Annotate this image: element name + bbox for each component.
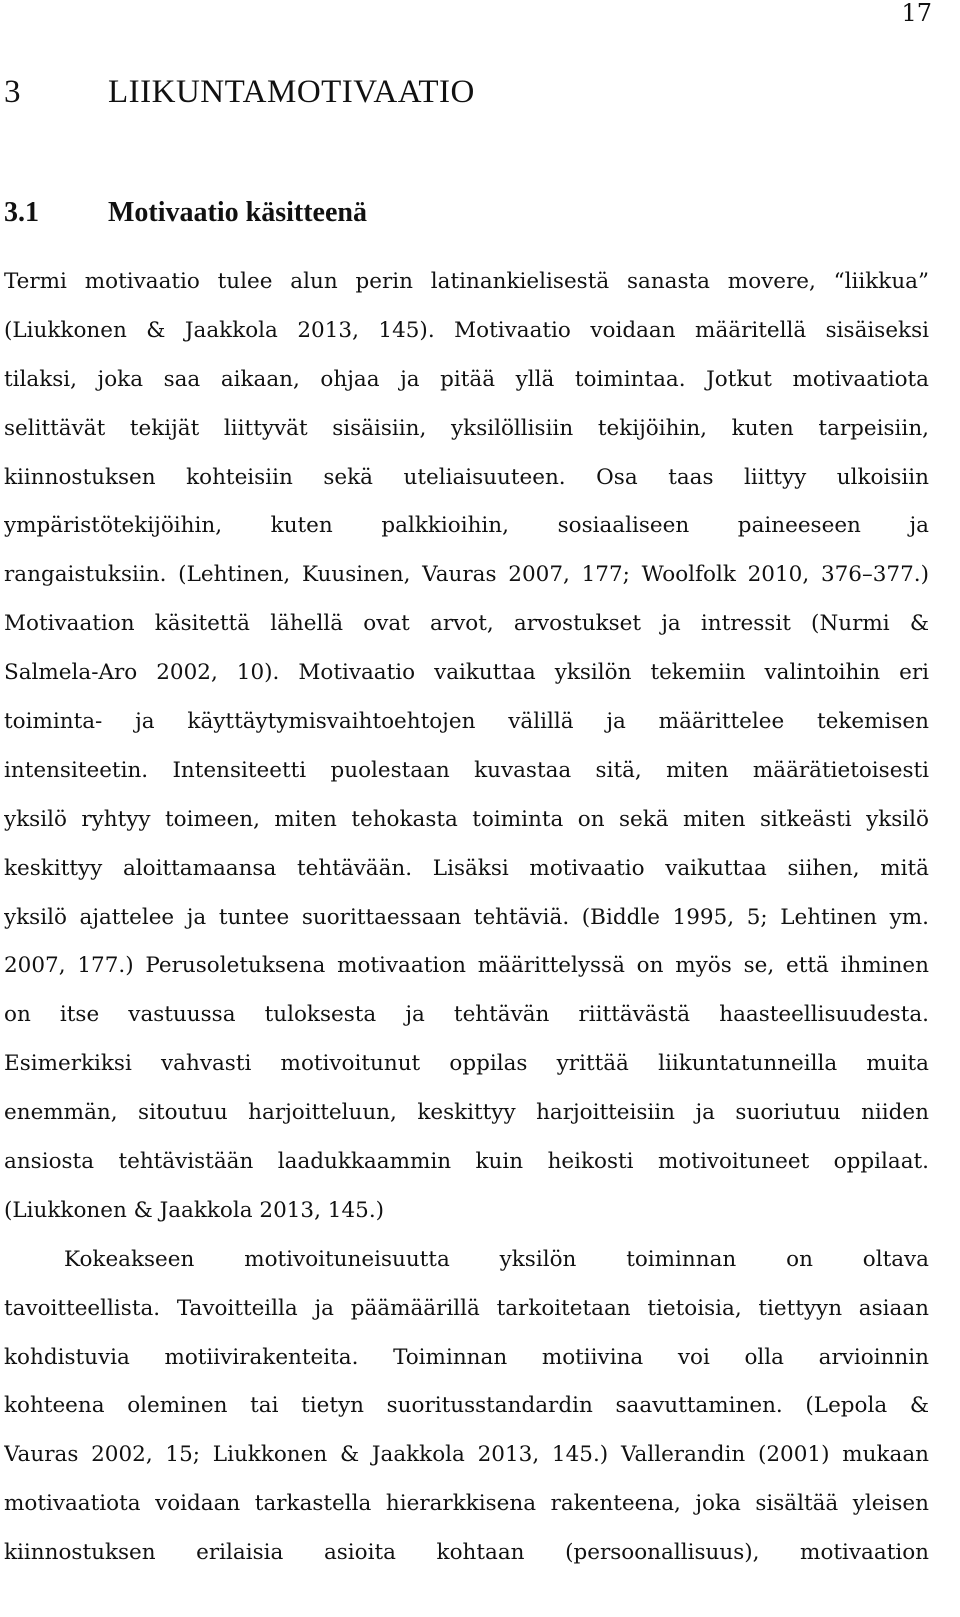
text-line: tilaksi, joka saa aikaan, ohjaa ja pitää yllä toimintaa. Jotkut motivaatiota	[4, 366, 929, 392]
text-line: yksilö ryhtyy toimeen, miten tehokasta toiminta on sekä miten sitkeästi yksilö	[4, 806, 929, 832]
section-title: Motivaatio käsitteenä	[108, 197, 367, 228]
text-line: (Liukkonen & Jaakkola 2013, 145). Motivaatio voidaan määritellä sisäiseksi	[4, 317, 929, 343]
section-number: 3.1	[4, 197, 39, 228]
text-line: Esimerkiksi vahvasti motivoitunut oppilas yrittää liikuntatunneilla muita	[4, 1051, 929, 1077]
text-line: Motivaation käsitettä lähellä ovat arvot, arvostukset ja intressit (Nurmi &	[4, 611, 929, 637]
chapter-title: LIIKUNTAMOTIVAATIO	[108, 74, 475, 110]
text-line: selittävät tekijät liittyvät sisäisiin, yksilöllisiin tekijöihin, kuten tarpeisiin,	[4, 415, 929, 441]
text-line: kohteena oleminen tai tietyn suoritusstandardin saavuttaminen. (Lepola &	[4, 1393, 929, 1419]
text-line: enemmän, sitoutuu harjoitteluun, keskittyy harjoitteisiin ja suoriutuu niiden	[4, 1100, 929, 1126]
chapter-number: 3	[4, 74, 21, 110]
text-line: intensiteetin. Intensiteetti puolestaan kuvastaa sitä, miten määrätietoisesti	[4, 757, 929, 783]
text-line: Salmela-Aro 2002, 10). Motivaatio vaikuttaa yksilön tekemiin valintoihin eri	[4, 660, 929, 686]
text-line: rangaistuksiin. (Lehtinen, Kuusinen, Vauras 2007, 177; Woolfolk 2010, 376–377.)	[4, 562, 929, 588]
text-line: 2007, 177.) Perusoletuksena motivaation määrittelyssä on myös se, että ihminen	[4, 953, 929, 979]
text-line: ympäristötekijöihin, kuten palkkioihin, sosiaaliseen paineeseen ja	[4, 513, 929, 539]
section-heading	[4, 195, 367, 231]
text-line: on itse vastuussa tuloksesta ja tehtävän riittävästä haasteellisuudesta.	[4, 1002, 929, 1028]
paragraph-2	[4, 1236, 929, 1578]
text-line: (Liukkonen & Jaakkola 2013, 145.)	[4, 1197, 385, 1223]
text-line: kiinnostuksen erilaisia asioita kohtaan (persoonallisuus), motivaation	[4, 1540, 929, 1566]
text-line: yksilö ajattelee ja tuntee suorittaessaan tehtäviä. (Biddle 1995, 5; Lehtinen ym.	[4, 904, 929, 930]
text-line: tavoitteellista. Tavoitteilla ja päämäärillä tarkoitetaan tietoisia, tiettyyn asiaan	[4, 1295, 929, 1321]
text-line: keskittyy aloittamaansa tehtävään. Lisäksi motivaatio vaikuttaa siihen, mitä	[4, 855, 929, 881]
chapter-heading	[4, 72, 475, 112]
text-line: Termi motivaatio tulee alun perin latinankielisestä sanasta movere, “liikkua”	[4, 269, 929, 294]
text-line: kiinnostuksen kohteisiin sekä uteliaisuuteen. Osa taas liittyy ulkoisiin	[4, 464, 929, 490]
text-line: Vauras 2002, 15; Liukkonen & Jaakkola 2013, 145.) Vallerandin (2001) mukaan	[4, 1442, 929, 1468]
text-line: kohdistuvia motiivirakenteita. Toiminnan motiivina voi olla arvioinnin	[4, 1344, 929, 1370]
text-line: toiminta- ja käyttäytymisvaihtoehtojen välillä ja määrittelee tekemisen	[4, 709, 929, 735]
text-line: ansiosta tehtävistään laadukkaammin kuin heikosti motivoituneet oppilaat.	[4, 1149, 929, 1175]
paragraph-1	[4, 258, 929, 1236]
page-number: 17	[901, 0, 932, 27]
body-text	[4, 258, 929, 1578]
text-line: Kokeakseen motivoituneisuutta yksilön toiminnan on oltava	[64, 1246, 929, 1272]
text-line: motivaatiota voidaan tarkastella hierarkkisena rakenteena, joka sisältää yleisen	[4, 1491, 929, 1517]
